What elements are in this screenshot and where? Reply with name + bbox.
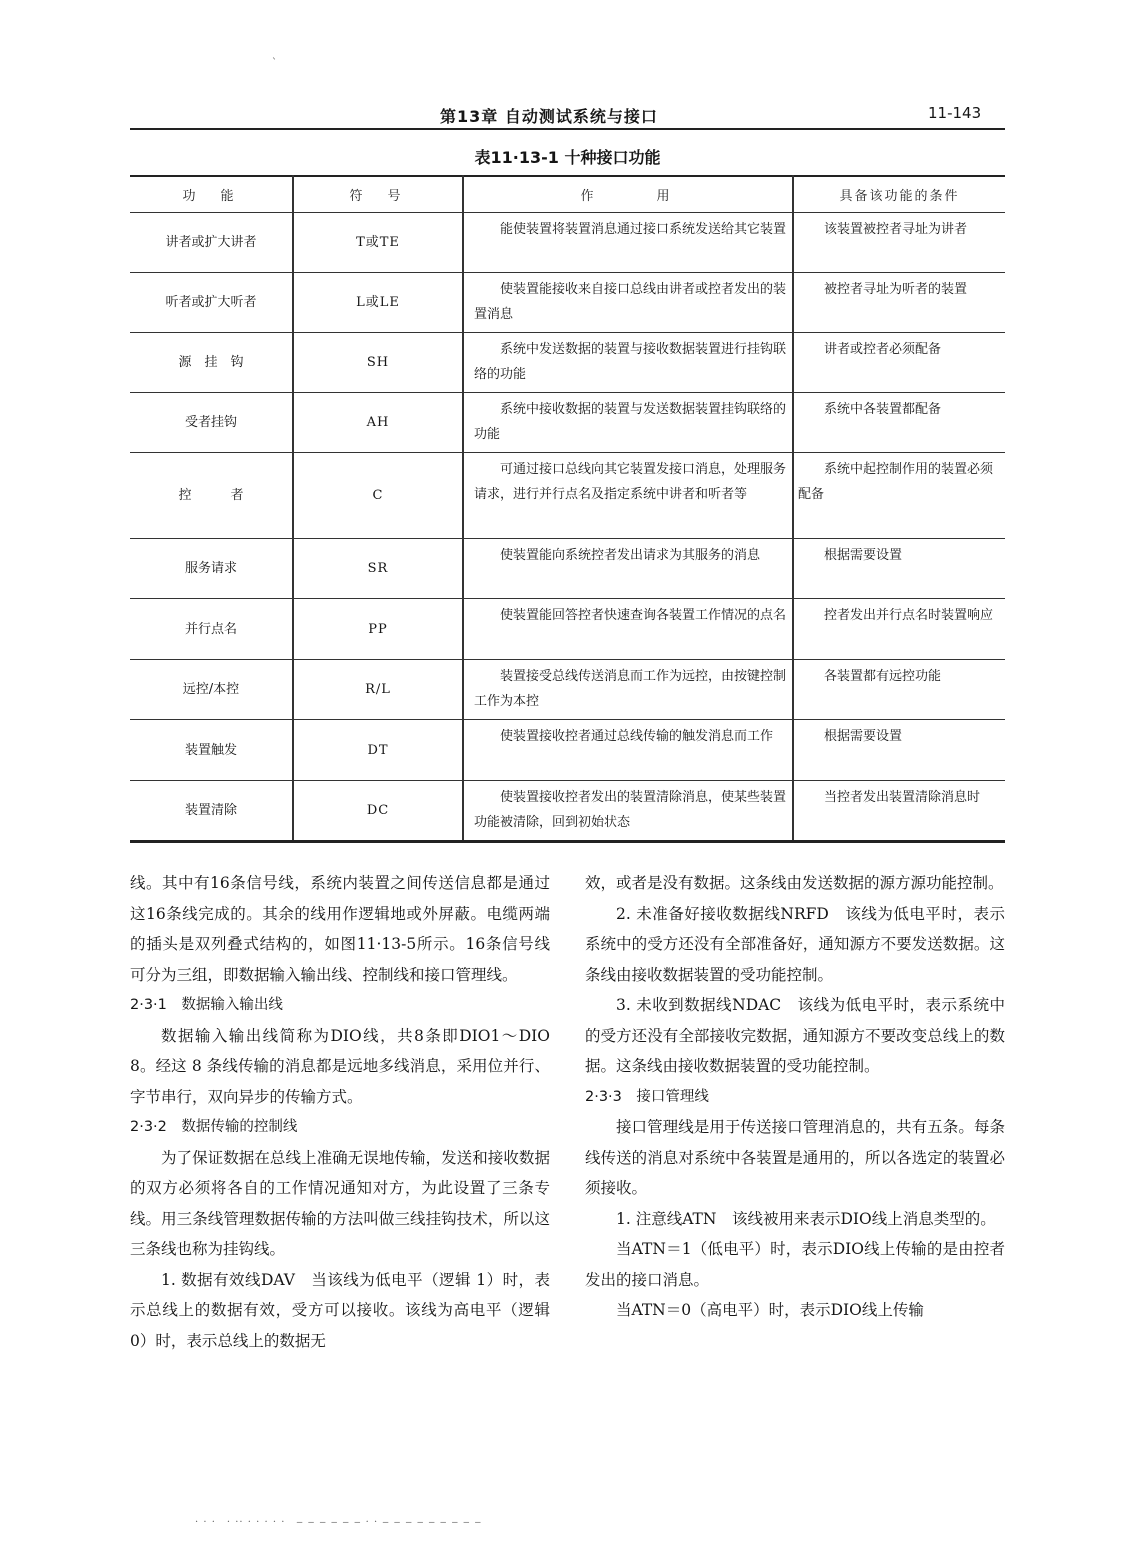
function-name-cell: 听者或扩大听者 bbox=[130, 273, 293, 333]
effect-cell: 使装置能向系统控者发出请求为其服务的消息 bbox=[463, 539, 793, 599]
condition-cell: 根据需要设置 bbox=[793, 539, 1005, 599]
effect-cell: 可通过接口总线向其它装置发接口消息，处理服务请求，进行并行点名及指定系统中讲者和听者等 bbox=[463, 453, 793, 539]
table-row bbox=[130, 213, 1005, 273]
table-row bbox=[130, 599, 1005, 660]
table-row bbox=[130, 660, 1005, 720]
table-row bbox=[130, 333, 1005, 393]
condition-cell: 各装置都有远控功能 bbox=[793, 660, 1005, 720]
table-row bbox=[130, 453, 1005, 539]
function-name-cell: 源 挂 钩 bbox=[130, 333, 293, 393]
chapter-title: 第13章 自动测试系统与接口 bbox=[440, 107, 658, 126]
symbol-cell: AH bbox=[293, 393, 463, 453]
function-name-cell: 讲者或扩大讲者 bbox=[130, 213, 293, 273]
effect-cell: 使装置接收控者发出的装置清除消息，使某些装置功能被清除，回到初始状态 bbox=[463, 781, 793, 842]
condition-cell: 系统中各装置都配备 bbox=[793, 393, 1005, 453]
left-text-column bbox=[130, 868, 550, 1356]
function-name-cell: 装置触发 bbox=[130, 720, 293, 781]
function-name-cell: 服务请求 bbox=[130, 539, 293, 599]
column-header: 具备该功能的条件 bbox=[793, 176, 1005, 213]
effect-cell: 使装置接收控者通过总线传输的触发消息而工作 bbox=[463, 720, 793, 781]
body-paragraph: 3. 未收到数据线NDAC 该线为低电平时，表示系统中的受方还没有全部接收完数据，通知源方不要改变总线上的数据。这条线由接收数据装置的受功能控制。 bbox=[585, 996, 1005, 1075]
symbol-cell: DT bbox=[293, 720, 463, 781]
table-row bbox=[130, 720, 1005, 781]
body-paragraph: 线。其中有16条信号线，系统内装置之间传送信息都是通过这16条线完成的。其余的线用作逻辑地或外屏蔽。电缆两端的插头是双列叠式结构的，如图11·13-5所示。16条信号线可分为三组，即数据输入输出线、控制线和接口管理线。 bbox=[130, 874, 550, 984]
body-paragraph: 1. 注意线ATN 该线被用来表示DIO线上消息类型的。 bbox=[616, 1209, 996, 1228]
effect-cell: 系统中发送数据的装置与接收数据装置进行挂钩联络的功能 bbox=[463, 333, 793, 393]
effect-cell: 使装置能回答控者快速查询各装置工作情况的点名 bbox=[463, 599, 793, 660]
effect-cell: 能使装置将装置消息通过接口系统发送给其它装置 bbox=[463, 213, 793, 273]
symbol-cell: DC bbox=[293, 781, 463, 842]
symbol-cell: SR bbox=[293, 539, 463, 599]
section-heading: 2·3·3 接口管理线 bbox=[585, 1088, 709, 1105]
condition-cell: 根据需要设置 bbox=[793, 720, 1005, 781]
symbol-cell: PP bbox=[293, 599, 463, 660]
scan-mark: ˋ bbox=[272, 58, 277, 69]
body-paragraph: 1. 数据有效线DAV 当该线为低电平（逻辑 1）时，表示总线上的数据有效，受方可以接收。该线为高电平（逻辑 0）时，表示总线上的数据无 bbox=[130, 1270, 550, 1350]
condition-cell: 该装置被控者寻址为讲者 bbox=[793, 213, 1005, 273]
scan-artifact: · · · · ·· · · · · · ‒ ‒ ‒ ‒ ‒ ‒ · · ‒ ‒ ‒ ‒ ‒ ‒ ‒ ‒ ‒ bbox=[195, 1517, 483, 1528]
condition-cell: 被控者寻址为听者的装置 bbox=[793, 273, 1005, 333]
body-paragraph: 当ATN＝1（低电平）时，表示DIO线上传输的是由控者发出的接口消息。 bbox=[585, 1240, 1005, 1289]
condition-cell: 系统中起控制作用的装置必须配备 bbox=[793, 453, 1005, 539]
condition-cell: 讲者或控者必须配备 bbox=[793, 333, 1005, 393]
body-paragraph: 效，或者是没有数据。这条线由发送数据的源方源功能控制。 bbox=[585, 874, 1004, 892]
effect-cell: 系统中接收数据的装置与发送数据装置挂钩联络的功能 bbox=[463, 393, 793, 453]
body-paragraph: 为了保证数据在总线上准确无误地传输，发送和接收数据的双方必须将各自的工作情况通知对方，为此设置了三条专线。用三条线管理数据传输的方法叫做三线挂钩技术，所以这三条线也称为挂钩线。 bbox=[130, 1148, 550, 1258]
body-paragraph: 当ATN＝0（高电平）时，表示DIO线上传输 bbox=[616, 1301, 924, 1319]
page-number: 11-143 bbox=[928, 104, 982, 122]
symbol-cell: T或TE bbox=[293, 213, 463, 273]
function-name-cell: 远控/本控 bbox=[130, 660, 293, 720]
table-title: 表11·13-1 十种接口功能 bbox=[474, 148, 661, 167]
table-row bbox=[130, 273, 1005, 333]
column-header: 符 号 bbox=[293, 176, 463, 213]
section-heading: 2·3·1 数据输入输出线 bbox=[130, 997, 283, 1013]
effect-cell: 使装置能接收来自接口总线由讲者或控者发出的装置消息 bbox=[463, 273, 793, 333]
function-name-cell: 并行点名 bbox=[130, 599, 293, 660]
section-heading: 2·3·2 数据传输的控制线 bbox=[130, 1119, 298, 1135]
column-header: 作 用 bbox=[463, 176, 793, 213]
column-header: 功 能 bbox=[130, 176, 293, 213]
function-name-cell: 受者挂钩 bbox=[130, 393, 293, 453]
effect-cell: 装置接受总线传送消息而工作为远控，由按键控制工作为本控 bbox=[463, 660, 793, 720]
condition-cell: 当控者发出装置清除消息时 bbox=[793, 781, 1005, 842]
symbol-cell: C bbox=[293, 453, 463, 539]
body-paragraph: 2. 未准备好接收数据线NRFD 该线为低电平时，表示系统中的受方还没有全部准备好，通知源方不要发送数据。这条线由接收数据装置的受功能控制。 bbox=[585, 904, 1005, 984]
symbol-cell: SH bbox=[293, 333, 463, 393]
function-name-cell: 控 者 bbox=[130, 453, 293, 539]
table-row bbox=[130, 393, 1005, 453]
function-name-cell: 装置清除 bbox=[130, 781, 293, 842]
condition-cell: 控者发出并行点名时装置响应 bbox=[793, 599, 1005, 660]
right-text-column bbox=[585, 868, 1005, 1326]
table-row bbox=[130, 781, 1005, 842]
table-row bbox=[130, 539, 1005, 599]
body-paragraph: 接口管理线是用于传送接口管理消息的，共有五条。每条线传送的消息对系统中各装置是通用的，所以各选定的装置必须接收。 bbox=[585, 1118, 1005, 1197]
interface-function-table bbox=[130, 175, 1005, 843]
body-paragraph: 数据输入输出线简称为DIO线，共8条即DIO1～DIO 8。经这 8 条线传输的消息都是远地多线消息，采用位并行、字节串行，双向异步的传输方式。 bbox=[130, 1026, 550, 1106]
symbol-cell: L或LE bbox=[293, 273, 463, 333]
symbol-cell: R/L bbox=[293, 660, 463, 720]
table-header-row bbox=[130, 176, 1005, 213]
